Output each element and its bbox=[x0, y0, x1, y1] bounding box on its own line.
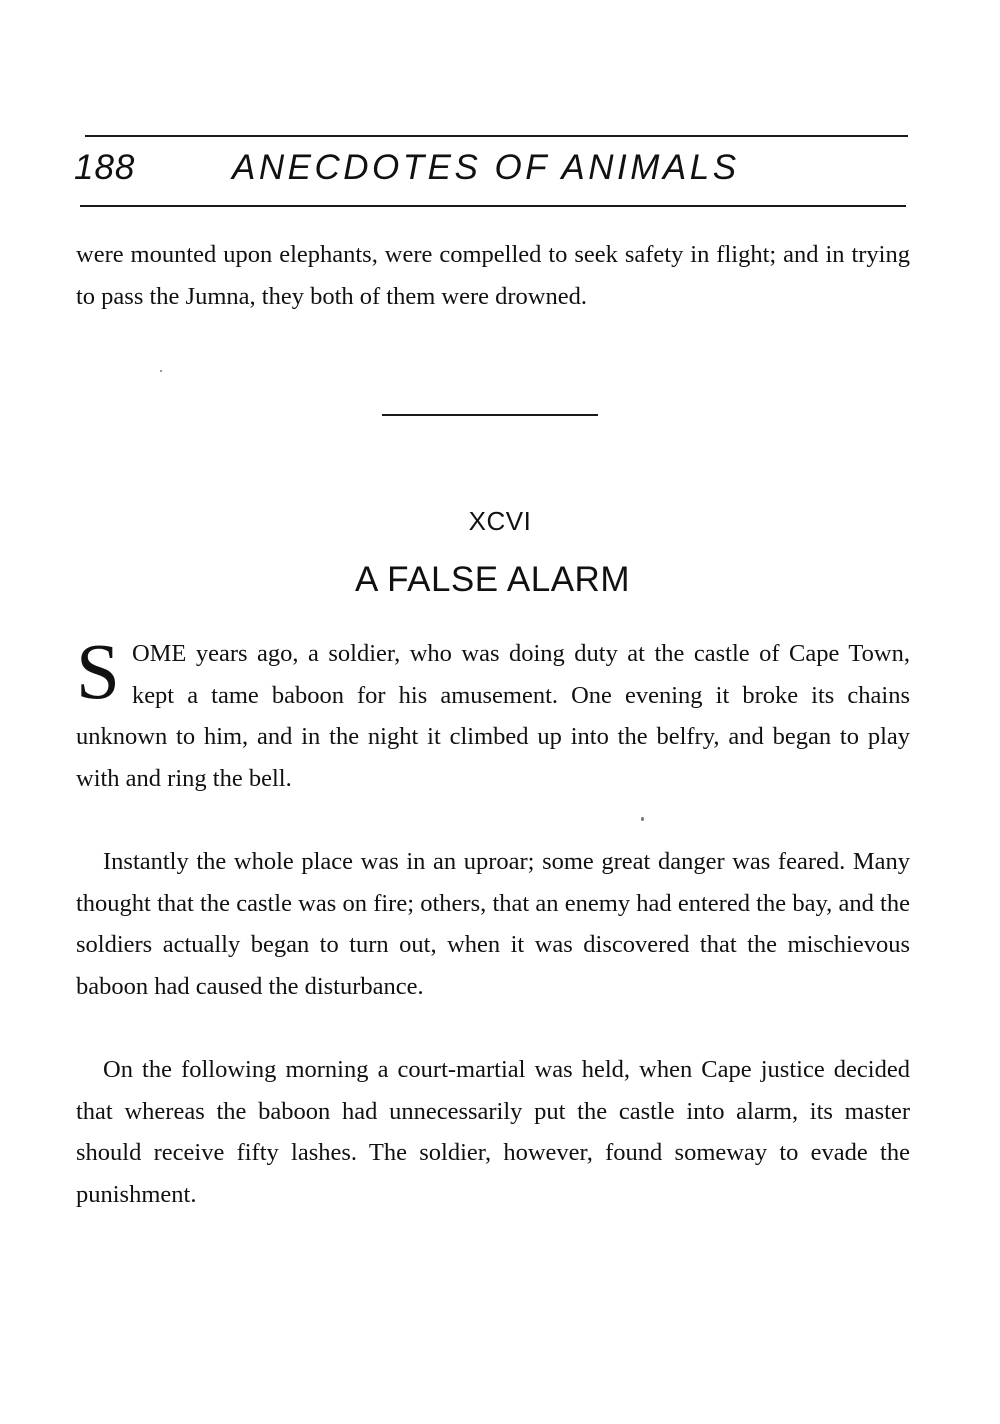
continuation-paragraph: were mounted upon elephants, were compelled to seek safety in flight; and in trying to pass the Jumna, they both of them were drowned. bbox=[76, 241, 910, 310]
drop-cap: S bbox=[76, 629, 120, 716]
header-top-rule bbox=[85, 135, 908, 137]
header-bottom-rule bbox=[80, 205, 906, 207]
chapter-title: A FALSE ALARM bbox=[355, 560, 630, 599]
chapter-paragraph-1 bbox=[76, 629, 910, 799]
paragraph-1-text: OME years ago, a soldier, who was doing duty at the castle of Cape Town, kept a tame baboon for his amusement. One evening it broke its chains unknown to him, and in the night it climbed up into the belfry, and began to play with and ring the bell. bbox=[76, 640, 910, 792]
print-speck bbox=[160, 370, 162, 372]
section-divider bbox=[382, 414, 598, 416]
print-speck bbox=[641, 817, 644, 821]
chapter-paragraph-2: Instantly the whole place was in an uproar; some great danger was feared. Many thought that the castle was on fire; others, that an enemy had entered the bay, and the soldiers actually began to turn out, when it was discovered that the mischievous baboon had caused the disturbance. bbox=[76, 848, 910, 1000]
chapter-paragraph-3: On the following morning a court-martial was held, when Cape justice decided that whereas the baboon had unnecessarily put the castle into alarm, its master should receive fifty lashes. The soldier, however, found someway to evade the punishment. bbox=[76, 1056, 910, 1208]
running-header bbox=[74, 146, 914, 196]
chapter-number: XCVI bbox=[468, 506, 532, 536]
page-number: 188 bbox=[74, 148, 136, 187]
running-title: ANECDOTES OF ANIMALS bbox=[232, 148, 740, 187]
